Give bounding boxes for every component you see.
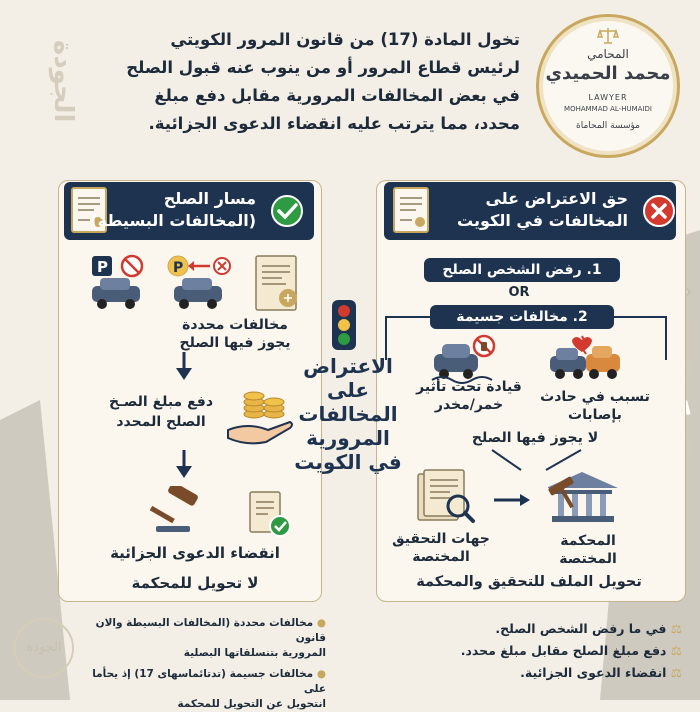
note-line: انتحويل عن التحويل للمحكمة [177,698,326,710]
center-line: المرورية [306,426,390,450]
logo-arabic-name: محمد الحميدي [545,63,671,84]
specific-violations-label [170,316,300,352]
court-building-icon [548,468,628,528]
intro-line: تخول المادة (17) من قانون المرور الكويتي [170,30,520,49]
label-line: بإصابات [568,407,622,423]
option-refuse-settlement: 1. رفض الشخص الصلح [424,258,620,282]
center-line: المخالفات [298,402,398,426]
label-line: المختصة [559,551,617,567]
arrow-right-icon [492,492,532,508]
investigation-documents-icon [414,466,478,526]
option-serious-violations: 2. مخالفات جسيمة [430,305,614,329]
logo-arabic-subtitle: مؤسسة المحاماة [575,121,640,131]
scales-bullet-icon: ⚖ [666,643,682,658]
dui-label [414,378,524,414]
right-panel-header [384,182,676,240]
svg-text:P: P [173,260,184,276]
or-label: OR [508,285,530,300]
end-criminal-case-label: انقضاء الدعوى الجزائية [110,544,280,562]
scales-icon [597,27,619,45]
intro-line: محدد، مما يترتب عليه انقضاء الدعوى الجزائية. [148,114,520,133]
label-line: خمر/مخدر [434,397,504,413]
parking-violation-icons [86,252,246,314]
center-title [286,354,410,474]
logo-latin-title: LAWYER [588,93,628,102]
logo-latin-name: MOHAMMAD AL-HUMAIDI [564,105,652,113]
transfer-label: تحويل الملف للتحقيق والمحكمة [416,574,642,590]
green-check-icon [270,194,304,228]
label-line: قيادة تحت تأثير [416,379,522,395]
lawyer-logo [536,14,680,158]
watermark-calligraphy-bottom: الجودة [14,618,74,678]
intro-line: لرئيس قطاع المرور أو من ينوب عنه قبول الصلح [126,58,520,77]
gavel-icon [150,486,206,536]
right-panel-title [457,188,628,232]
label-line: المحكمة [560,533,616,549]
document-icon [392,186,432,236]
label-line: المختصة [412,549,470,565]
title-line: حق الاعتراض على [485,189,628,208]
label-line: مخالفات محددة [182,317,288,333]
note-line: المرورية بتنسلقاتها البصلية [183,647,326,659]
dui-car-icon [428,334,498,384]
label-line: دفع مبلغ الصـخ [108,394,214,410]
scales-bullet-icon: ⚖ [666,665,682,680]
note-text: انقضاء الدعوى الجزائية. [520,665,667,680]
note-item [396,662,682,684]
note-line: مخالفات محددة (المخالفات البسيطة والان قانون [95,617,326,644]
svg-text:P: P [97,258,108,276]
no-settlement-label: لا يجوز فيها الصلح [471,430,599,446]
intro-line: في بعض المخالفات المرورية مقابل دفع مبلغ [154,86,520,105]
watermark-calligraphy-top: الجودة [48,40,78,123]
competent-court-label [538,532,638,568]
label-line: الصلح المحدد [116,414,206,430]
label-line: يجوز فيها الصلح [179,335,291,351]
pay-settlement-label [96,392,226,432]
title-line: (المخالفات البسيطة) [90,211,256,230]
label-line: جهات التحقيق [392,531,490,547]
center-line: في الكويت [294,450,402,474]
no-court-transfer-label: لا تحويل للمحكمة [131,574,259,592]
bottom-right-notes [396,618,682,684]
note-text: دفع مبلغ الصلح مقابل مبلغ محدد. [460,643,667,658]
title-line: مسار الصلح [163,189,256,208]
red-x-icon [642,194,676,228]
center-line: الاعتراض [303,354,393,378]
title-line: المخالفات في الكويت [457,211,628,230]
ticket-document-icon [250,252,306,316]
note-line: مخالفات جسيمة (تدتائماسهای 17) إذ يحأما على [92,668,326,695]
intro-paragraph [90,26,520,138]
note-text: في ما رفض الشخص الصلح. [495,621,667,636]
accident-injuries-label [540,388,650,424]
note-item [82,616,326,661]
bullet-dot-icon: ● [313,668,326,680]
center-line: على [326,378,370,402]
bottom-left-notes [82,616,326,712]
note-item [396,618,682,640]
car-crash-icon [548,334,624,386]
investigation-authorities-label [386,530,496,566]
bullet-dot-icon: ● [313,617,326,629]
note-item [82,667,326,712]
logo-arabic-title: المحامي [587,47,629,61]
document-check-icon [244,490,294,540]
traffic-light-icon [330,298,358,352]
left-panel-title [90,188,256,232]
scales-bullet-icon: ⚖ [666,621,682,636]
label-line: تسبب في حادث [540,389,650,405]
note-item [396,640,682,662]
